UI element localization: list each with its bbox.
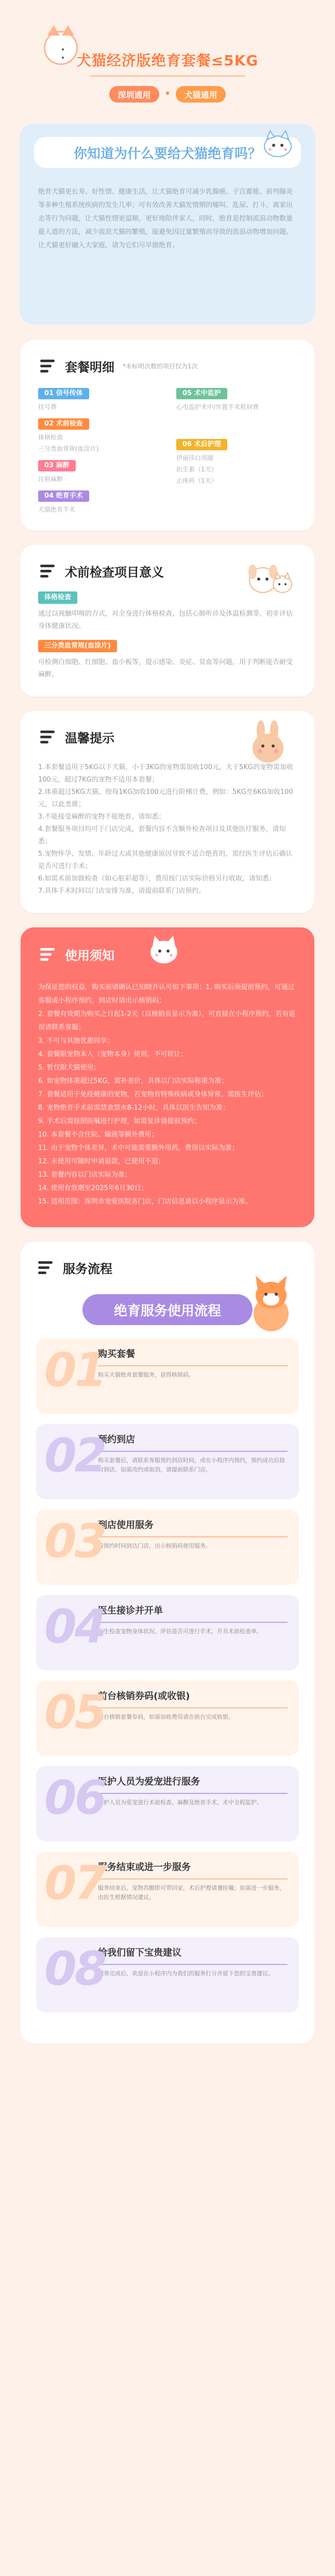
preop-desc: 可检测白细胞、红细胞、血小板等，提示感染、炎症、贫血等问题，用于判断能否耐受麻醉。: [38, 658, 293, 679]
flow-title: 服务流程: [63, 1261, 112, 1276]
flow-banner: 绝育服务使用流程: [82, 1294, 253, 1325]
notice-line: 9. 手术后需按照医嘱进行护理，如需复诊请提前预约；: [38, 1117, 201, 1125]
notice-line: 14. 使用有效期至2025年6月30日；: [38, 1184, 148, 1192]
notice-card: [21, 927, 314, 1227]
package-desc: 体格检查 三分类血常规(血涂片): [38, 434, 99, 452]
notice-line: 为保证您的权益，购买前请确认已知晓并认可如下事项：1. 购买后须提前预约，可通过客服或小程序预约，到店时请出示核销码；: [38, 984, 295, 1005]
package-col-left: [38, 387, 159, 515]
step-desc: 医生检查宠物身体状况，评估是否可进行手术，开具术前检查单。: [98, 1628, 262, 1635]
flow-step: [36, 1681, 299, 1756]
intro-title: 你知道为什么要给犬猫绝育吗？: [73, 146, 261, 162]
package-label: 06 术后护理: [176, 439, 227, 450]
package-desc: 犬猫绝育手术: [38, 506, 76, 513]
tip-line: 1.本套餐适用于5KG以下犬猫，小于3KG的宠物需加收100元，大于5KG的宠物需加收100元，超过7KG的宠物不适用本套餐；: [38, 764, 293, 784]
notice-line: 7. 套餐适用于免疫健康的宠物，若宠物有特殊疾病或身体异常，需医生评估；: [38, 1091, 268, 1098]
package-label: 02 术前检查: [38, 418, 89, 430]
step-divider: [98, 1793, 288, 1794]
package-label: 04 绝育手术: [38, 490, 89, 502]
step-title: 购买套餐: [98, 1349, 135, 1360]
tip-line: 6.如需术前加做检查（如心脏彩超等），费用按门店实际价格另行收取，请知悉；: [38, 875, 276, 883]
tip-line: 5.宠物怀孕、发情、年龄过大或其他健康原因导致不适合绝育的，需经医生评估后确认是否可进行手术；: [38, 850, 293, 870]
dog-cat-illustration-icon: [244, 555, 296, 597]
package-note: *未标明次数的项目仅为1次: [123, 362, 198, 370]
fox-illustration-icon: [242, 1273, 299, 1334]
tips-title: 温馨提示: [65, 731, 114, 745]
notice-line: 12. 未使用可随时申请退款，已使用不退；: [38, 1158, 165, 1165]
notice-line: 6. 如宠物体重超过5KG，需补差价，具体以门店实际称重为准；: [38, 1077, 228, 1085]
separator-dot: •: [164, 88, 171, 100]
step-title: 前台核销券码(或收银): [98, 1691, 190, 1702]
package-item: [176, 387, 297, 413]
step-number: 08: [44, 1942, 105, 1996]
step-desc: 服务完成后，欢迎在小程序内为我们的服务打分并留下您的宝贵建议。: [98, 1970, 274, 1977]
city-tag-primary: 深圳通用: [109, 86, 159, 103]
preop-item: [38, 591, 297, 633]
step-title: 给我们留下宝贵建议: [98, 1947, 181, 1958]
tip-line: 4.套餐服务项目均可于门店完成，套餐内容不含额外检查项目及其他医疗服务，请知悉；: [38, 825, 286, 845]
step-divider: [98, 1707, 288, 1708]
tips-card: [21, 711, 314, 913]
page-title: 犬猫经济版绝育套餐≤5KG: [76, 52, 259, 69]
package-desc: 伊丽莎白项圈 抗生素（1天） 止疼药（1天）: [176, 454, 217, 484]
step-number: 03: [44, 1514, 105, 1568]
package-header: [38, 351, 297, 380]
preop-desc: 通过以视触叩嗅的方式，对全身进行体格检查，包括心肺听诊及体温检测等，初步评估身体健康状况。: [38, 610, 293, 630]
step-desc: 前台核销套餐券码，如需加收费用请在前台完成收银。: [98, 1714, 234, 1720]
flow-step: [36, 1937, 299, 2012]
step-divider: [98, 1622, 288, 1623]
package-item: [38, 418, 159, 454]
notice-title: 使用须知: [65, 948, 114, 963]
step-divider: [98, 1451, 288, 1452]
step-title: 预约到店: [98, 1434, 135, 1445]
package-label: 05 术中监护: [176, 388, 227, 399]
notice-line: 8. 宠物绝育手术前需禁食禁水8-12小时，具体以医生告知为准；: [38, 1104, 230, 1112]
preop-item: [38, 640, 297, 681]
step-desc: 按预约时间到达门店，出示核销码使用服务。: [98, 1543, 211, 1549]
step-title: 医护人员为爱宠进行服务: [98, 1776, 200, 1787]
package-col-right: [176, 387, 297, 515]
preop-label: 体格检查: [38, 591, 77, 604]
section-bars-icon: [38, 561, 59, 581]
intro-body: 绝育犬猫更长寿、好性情、健康生活，让犬猫绝育可减少乳腺癌、子宫蓄脓、前列腺炎等多种生殖系统疾病的发生几率；可有效改善犬猫发情期的嚎叫、乱尿、打斗、离家出走等行为问题，让犬猫性情更温顺，更好地陪伴家人，同时，绝育是控制流浪动物数量最人道的方法，减少流浪犬猫的繁殖，能避免因过量繁殖而导致的流浪动物增加问题。让犬猫更好融入大家庭，请为它们尽早做绝育。: [38, 188, 293, 249]
package-label: 03 麻醉: [38, 460, 76, 471]
section-bars-icon: [38, 726, 59, 747]
flow-step: [36, 1852, 299, 1927]
step-number: 07: [44, 1856, 105, 1910]
flow-step: [36, 1595, 299, 1670]
step-number: 06: [44, 1771, 105, 1825]
section-bars-icon: [36, 1257, 57, 1278]
tips-list: [38, 761, 297, 897]
step-desc: 购买犬猫绝育套餐服务，获得核销码。: [98, 1371, 194, 1378]
header: [0, 0, 335, 124]
preop-label: 三分类血常规(血涂片): [38, 640, 117, 652]
package-label: 01 信号传体: [38, 388, 89, 399]
cat-mascot-icon: • •: [44, 31, 78, 65]
section-bars-icon: [38, 355, 59, 376]
notice-line: 13. 套餐内容以门店实际为准；: [38, 1171, 131, 1179]
flow-step: [36, 1424, 299, 1499]
flow-card: [21, 1242, 314, 2043]
cat-illustration-icon: [260, 129, 296, 158]
step-desc: 服务结束后，宠物苏醒即可带回家，术后护理请遵医嘱；如需进一步服务，由医生根据情况建议。: [98, 1885, 285, 1901]
section-bars-icon: [38, 944, 59, 964]
step-number: 04: [44, 1600, 105, 1654]
city-tag-secondary: 犬猫通用: [176, 86, 225, 103]
step-divider: [98, 1365, 288, 1366]
flow-step: [36, 1766, 299, 1841]
step-number: 02: [44, 1429, 105, 1483]
step-desc: 医护人员为爱宠进行术前检查、麻醉及绝育手术，术中全程监护。: [98, 1799, 262, 1806]
package-item: [38, 490, 159, 515]
notice-list: [38, 981, 297, 1209]
package-desc: 挂号费: [38, 403, 57, 411]
package-title: 套餐明细: [65, 360, 114, 375]
preop-title: 术前检查项目意义: [65, 565, 164, 580]
cat-illustration-icon: [145, 933, 182, 965]
package-item: [38, 460, 159, 485]
package-item: [38, 387, 159, 413]
title-underline: [90, 75, 245, 77]
package-card: [21, 340, 314, 531]
tip-line: 7.具体手术时间以门店安排为准，请提前联系门店预约。: [38, 887, 206, 895]
notice-line: 10. 本套餐不含住院、输液等额外费用；: [38, 1131, 158, 1139]
flow-step: [36, 1338, 299, 1414]
rabbit-illustration-icon: [245, 719, 295, 767]
step-desc: 购买套餐后，请联系客服预约到店时间，或在小程序内预约，预约成功后按时到店。如需改约或取消，请提前联系门店。: [98, 1457, 285, 1473]
package-item: [176, 438, 297, 486]
step-title: 服务结束或进一步服务: [98, 1862, 191, 1873]
step-title: 到店使用服务: [98, 1520, 154, 1531]
package-desc: 注射麻醉: [38, 476, 63, 483]
city-tags: [0, 86, 335, 103]
tip-line: 3.不能接受麻醉的宠物不能绝育，请知悉；: [38, 813, 165, 821]
step-number: 01: [44, 1343, 105, 1397]
notice-line: 15. 适用范围：深圳市宠爱医院各门店，门店信息请以小程序显示为准。: [38, 1198, 252, 1206]
package-grid: [38, 387, 297, 515]
notice-line: 11. 由于宠物个体差异，术中可能需要额外用药，费用以实际为准；: [38, 1144, 239, 1152]
notice-line: 2. 套餐有效期为购买之日起1-2天（以核销页显示为准），可直接在小程序预约，若有延误请联系客服；: [38, 1010, 296, 1031]
preop-card: [21, 545, 314, 697]
package-desc: 心电监护术中/外置手术耗材费: [176, 403, 259, 411]
tip-line: 2.体重超过5KG犬猫，按每1KG加收100元进行阶梯计费，例如：5KG至6KG加收100元，以此类推；: [38, 788, 293, 808]
step-title: 医生接诊并开单: [98, 1605, 163, 1616]
notice-line: 3. 不可与其他优惠同享；: [38, 1037, 114, 1045]
notice-line: 5. 暂仅限犬猫使用；: [38, 1064, 100, 1072]
notice-line: 4. 套餐限宠物本人（宠物本身）使用，不可转让；: [38, 1050, 188, 1058]
step-divider: [98, 1964, 288, 1965]
flow-step: [36, 1510, 299, 1585]
step-number: 05: [44, 1685, 105, 1739]
step-divider: [98, 1536, 288, 1537]
intro-card: [20, 124, 315, 325]
step-divider: [98, 1878, 288, 1879]
